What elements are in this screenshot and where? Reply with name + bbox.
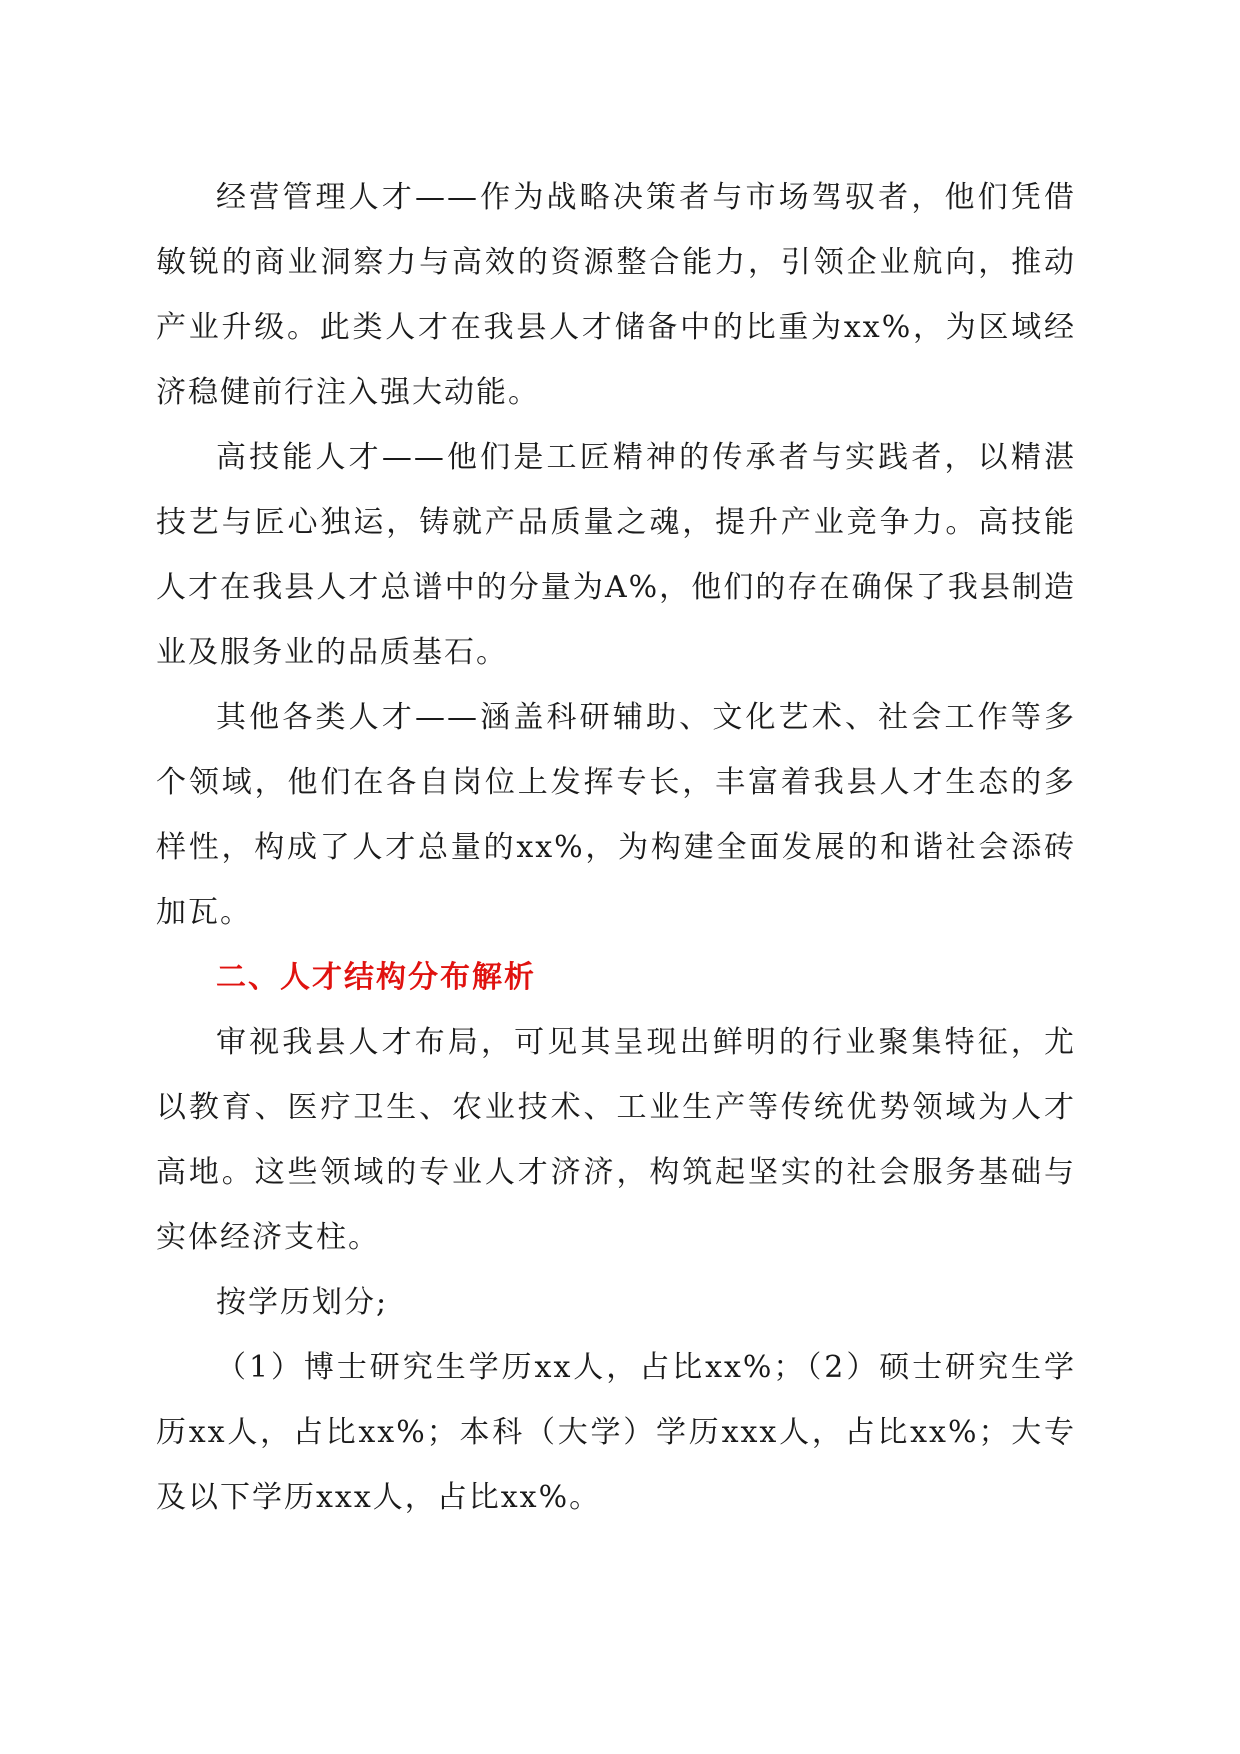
paragraph-other-talent: 其他各类人才——涵盖科研辅助、文化艺术、社会工作等多个领域，他们在各自岗位上发挥专长，丰富着我县人才生态的多样性，构成了人才总量的xx%，为构建全面发展的和谐社会添砖加瓦。	[156, 700, 1076, 930]
paragraph-structure-analysis: 审视我县人才布局，可见其呈现出鲜明的行业聚集特征，尤以教育、医疗卫生、农业技术、工业生产等传统优势领域为人才高地。这些领域的专业人才济济，构筑起坚实的社会服务基础与实体经济支柱。	[156, 1025, 1076, 1255]
education-label: 按学历划分;	[216, 1285, 389, 1320]
section-heading-structure: 二、人才结构分布解析	[216, 960, 536, 995]
paragraph-education-breakdown: （1）博士研究生学历xx人，占比xx%；（2）硕士研究生学历xx人，占比xx%；本科（大学）学历xxx人，占比xx%；大专及以下学历xxx人，占比xx%。	[156, 1350, 1076, 1515]
paragraph-management-talent: 经营管理人才——作为战略决策者与市场驾驭者，他们凭借敏锐的商业洞察力与高效的资源整合能力，引领企业航向，推动产业升级。此类人才在我县人才储备中的比重为xx%，为区域经济稳健前行注入强大动能。	[156, 180, 1076, 410]
document-page	[156, 165, 1076, 1530]
paragraph-skilled-talent: 高技能人才——他们是工匠精神的传承者与实践者，以精湛技艺与匠心独运，铸就产品质量之魂，提升产业竞争力。高技能人才在我县人才总谱中的分量为A%，他们的存在确保了我县制造业及服务业的品质基石。	[156, 440, 1076, 670]
